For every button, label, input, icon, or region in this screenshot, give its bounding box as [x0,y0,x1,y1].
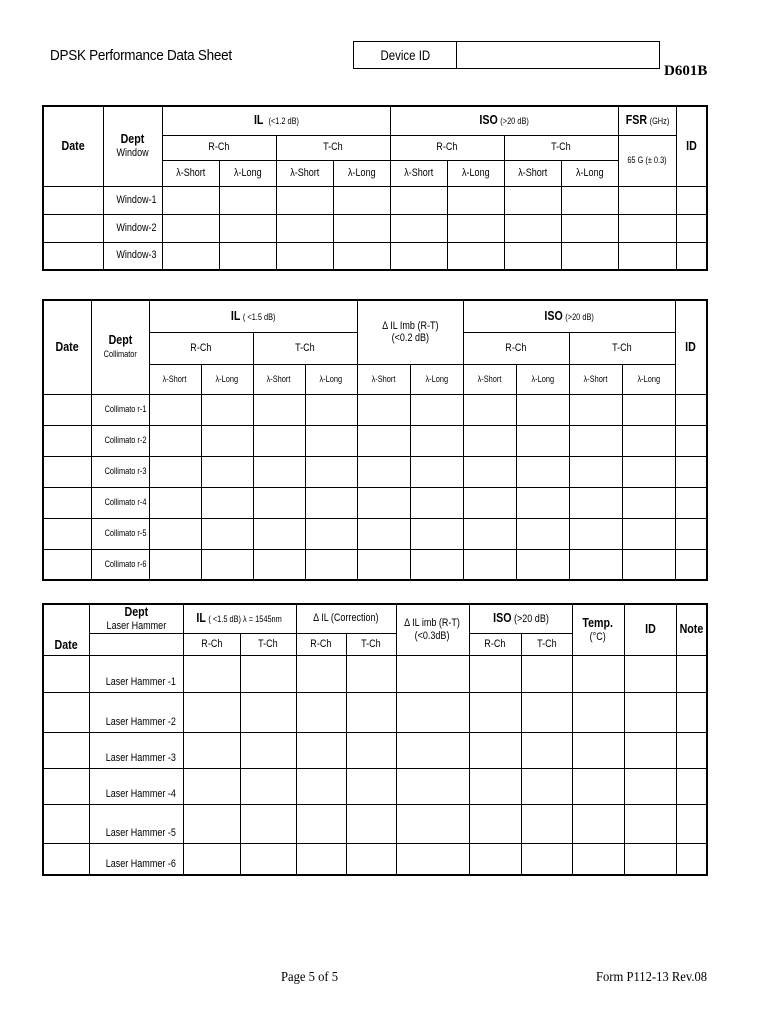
fsr-spec: 65 G (± 0.3) [618,135,676,186]
dil-rch-header: R-Ch [296,633,346,655]
device-code: D601B [664,63,708,79]
lambda-short-header: λ-Short [276,160,333,186]
note-header: Note [676,604,707,655]
lambda-short-header: λ-Short [357,364,410,394]
il-header: IL ( <1.5 dB) [149,300,357,332]
iso-rch-header: R-Ch [469,633,521,655]
row-label: Window-2 [103,214,162,242]
page-number: Page 5 of 5 [281,970,339,985]
table-row [43,518,707,549]
row-label: Window-3 [103,242,162,270]
table-row [43,214,707,242]
lambda-long-header: λ-Long [447,160,504,186]
row-label: Laser Hammer -4 [89,768,183,804]
dept-header: Dept Laser Hammer [89,604,183,633]
table-row [43,242,707,270]
row-label: Window-1 [103,186,162,214]
il-rch-header: R-Ch [183,633,240,655]
row-label: Collimato r-4 [91,487,149,518]
device-id-label: Device ID [354,42,457,68]
laser-hammer-table [42,603,708,876]
window-table [42,105,708,271]
row-label: Laser Hammer -1 [89,655,183,692]
table-row [43,732,707,768]
table-row [43,186,707,214]
iso-rch-header: R-Ch [390,135,504,160]
il-header: IL ( <1.5 dB) λ = 1545nm [183,604,296,633]
iso-header: ISO (>20 dB) [469,604,572,633]
lambda-long-header: λ-Long [622,364,675,394]
il-header: IL (<1.2 dB) [162,106,390,135]
row-label: Collimato r-5 [91,518,149,549]
il-tch-header: T-Ch [253,332,357,364]
form-number: Form P112-13 Rev.08 [596,970,708,985]
row-label: Collimato r-1 [91,394,149,425]
il-imbalance-header: Δ IL imb (R-T) (<0.3dB) [396,604,469,655]
table-row [43,425,707,456]
dept-header: Dept Window [103,106,162,186]
table-row [43,487,707,518]
row-label: Laser Hammer -5 [89,804,183,843]
iso-header: ISO (>20 dB) [463,300,675,332]
il-correction-header: Δ IL (Correction) [296,604,396,633]
id-header: ID [676,106,707,186]
device-id-field[interactable] [458,42,659,68]
lambda-short-header: λ-Short [253,364,305,394]
il-imbalance-header: Δ IL Imb (R-T) (<0.2 dB) [357,300,463,364]
lambda-long-header: λ-Long [516,364,569,394]
lambda-short-header: λ-Short [504,160,561,186]
table-row [43,804,707,843]
lambda-long-header: λ-Long [219,160,276,186]
sheet-title: DPSK Performance Data Sheet [50,47,232,64]
temp-header: Temp. (°C) [572,604,624,655]
il-rch-header: R-Ch [149,332,253,364]
table-row [43,768,707,804]
collimator-table [42,299,708,581]
date-header: Date [43,300,91,394]
iso-tch-header: T-Ch [569,332,675,364]
table-row [43,843,707,875]
dept-header: Dept Collimator [91,300,149,394]
row-label: Collimato r-6 [91,549,149,580]
row-label: Laser Hammer -3 [89,732,183,768]
iso-rch-header: R-Ch [463,332,569,364]
table-row [43,456,707,487]
iso-tch-header: T-Ch [504,135,618,160]
date-header: Date [43,604,89,655]
row-label: Laser Hammer -6 [89,843,183,875]
table-row [43,692,707,732]
lambda-short-header: λ-Short [149,364,201,394]
lambda-long-header: λ-Long [410,364,463,394]
device-id-box [353,41,660,69]
fsr-header: FSR (GHz) [618,106,676,135]
lambda-short-header: λ-Short [569,364,622,394]
lambda-short-header: λ-Short [463,364,516,394]
il-tch-header: T-Ch [276,135,390,160]
date-header: Date [43,106,103,186]
row-label: Collimato r-2 [91,425,149,456]
row-label: Collimato r-3 [91,456,149,487]
table-row [43,655,707,692]
table-row [43,549,707,580]
lambda-long-header: λ-Long [561,160,618,186]
lambda-short-header: λ-Short [162,160,219,186]
lambda-long-header: λ-Long [201,364,253,394]
lambda-short-header: λ-Short [390,160,447,186]
table-row [43,394,707,425]
dil-tch-header: T-Ch [346,633,396,655]
id-header: ID [624,604,676,655]
lambda-long-header: λ-Long [333,160,390,186]
il-tch-header: T-Ch [240,633,296,655]
il-rch-header: R-Ch [162,135,276,160]
lambda-long-header: λ-Long [305,364,357,394]
iso-header: ISO (>20 dB) [390,106,618,135]
row-label: Laser Hammer -2 [89,692,183,732]
iso-tch-header: T-Ch [521,633,572,655]
id-header: ID [675,300,707,394]
